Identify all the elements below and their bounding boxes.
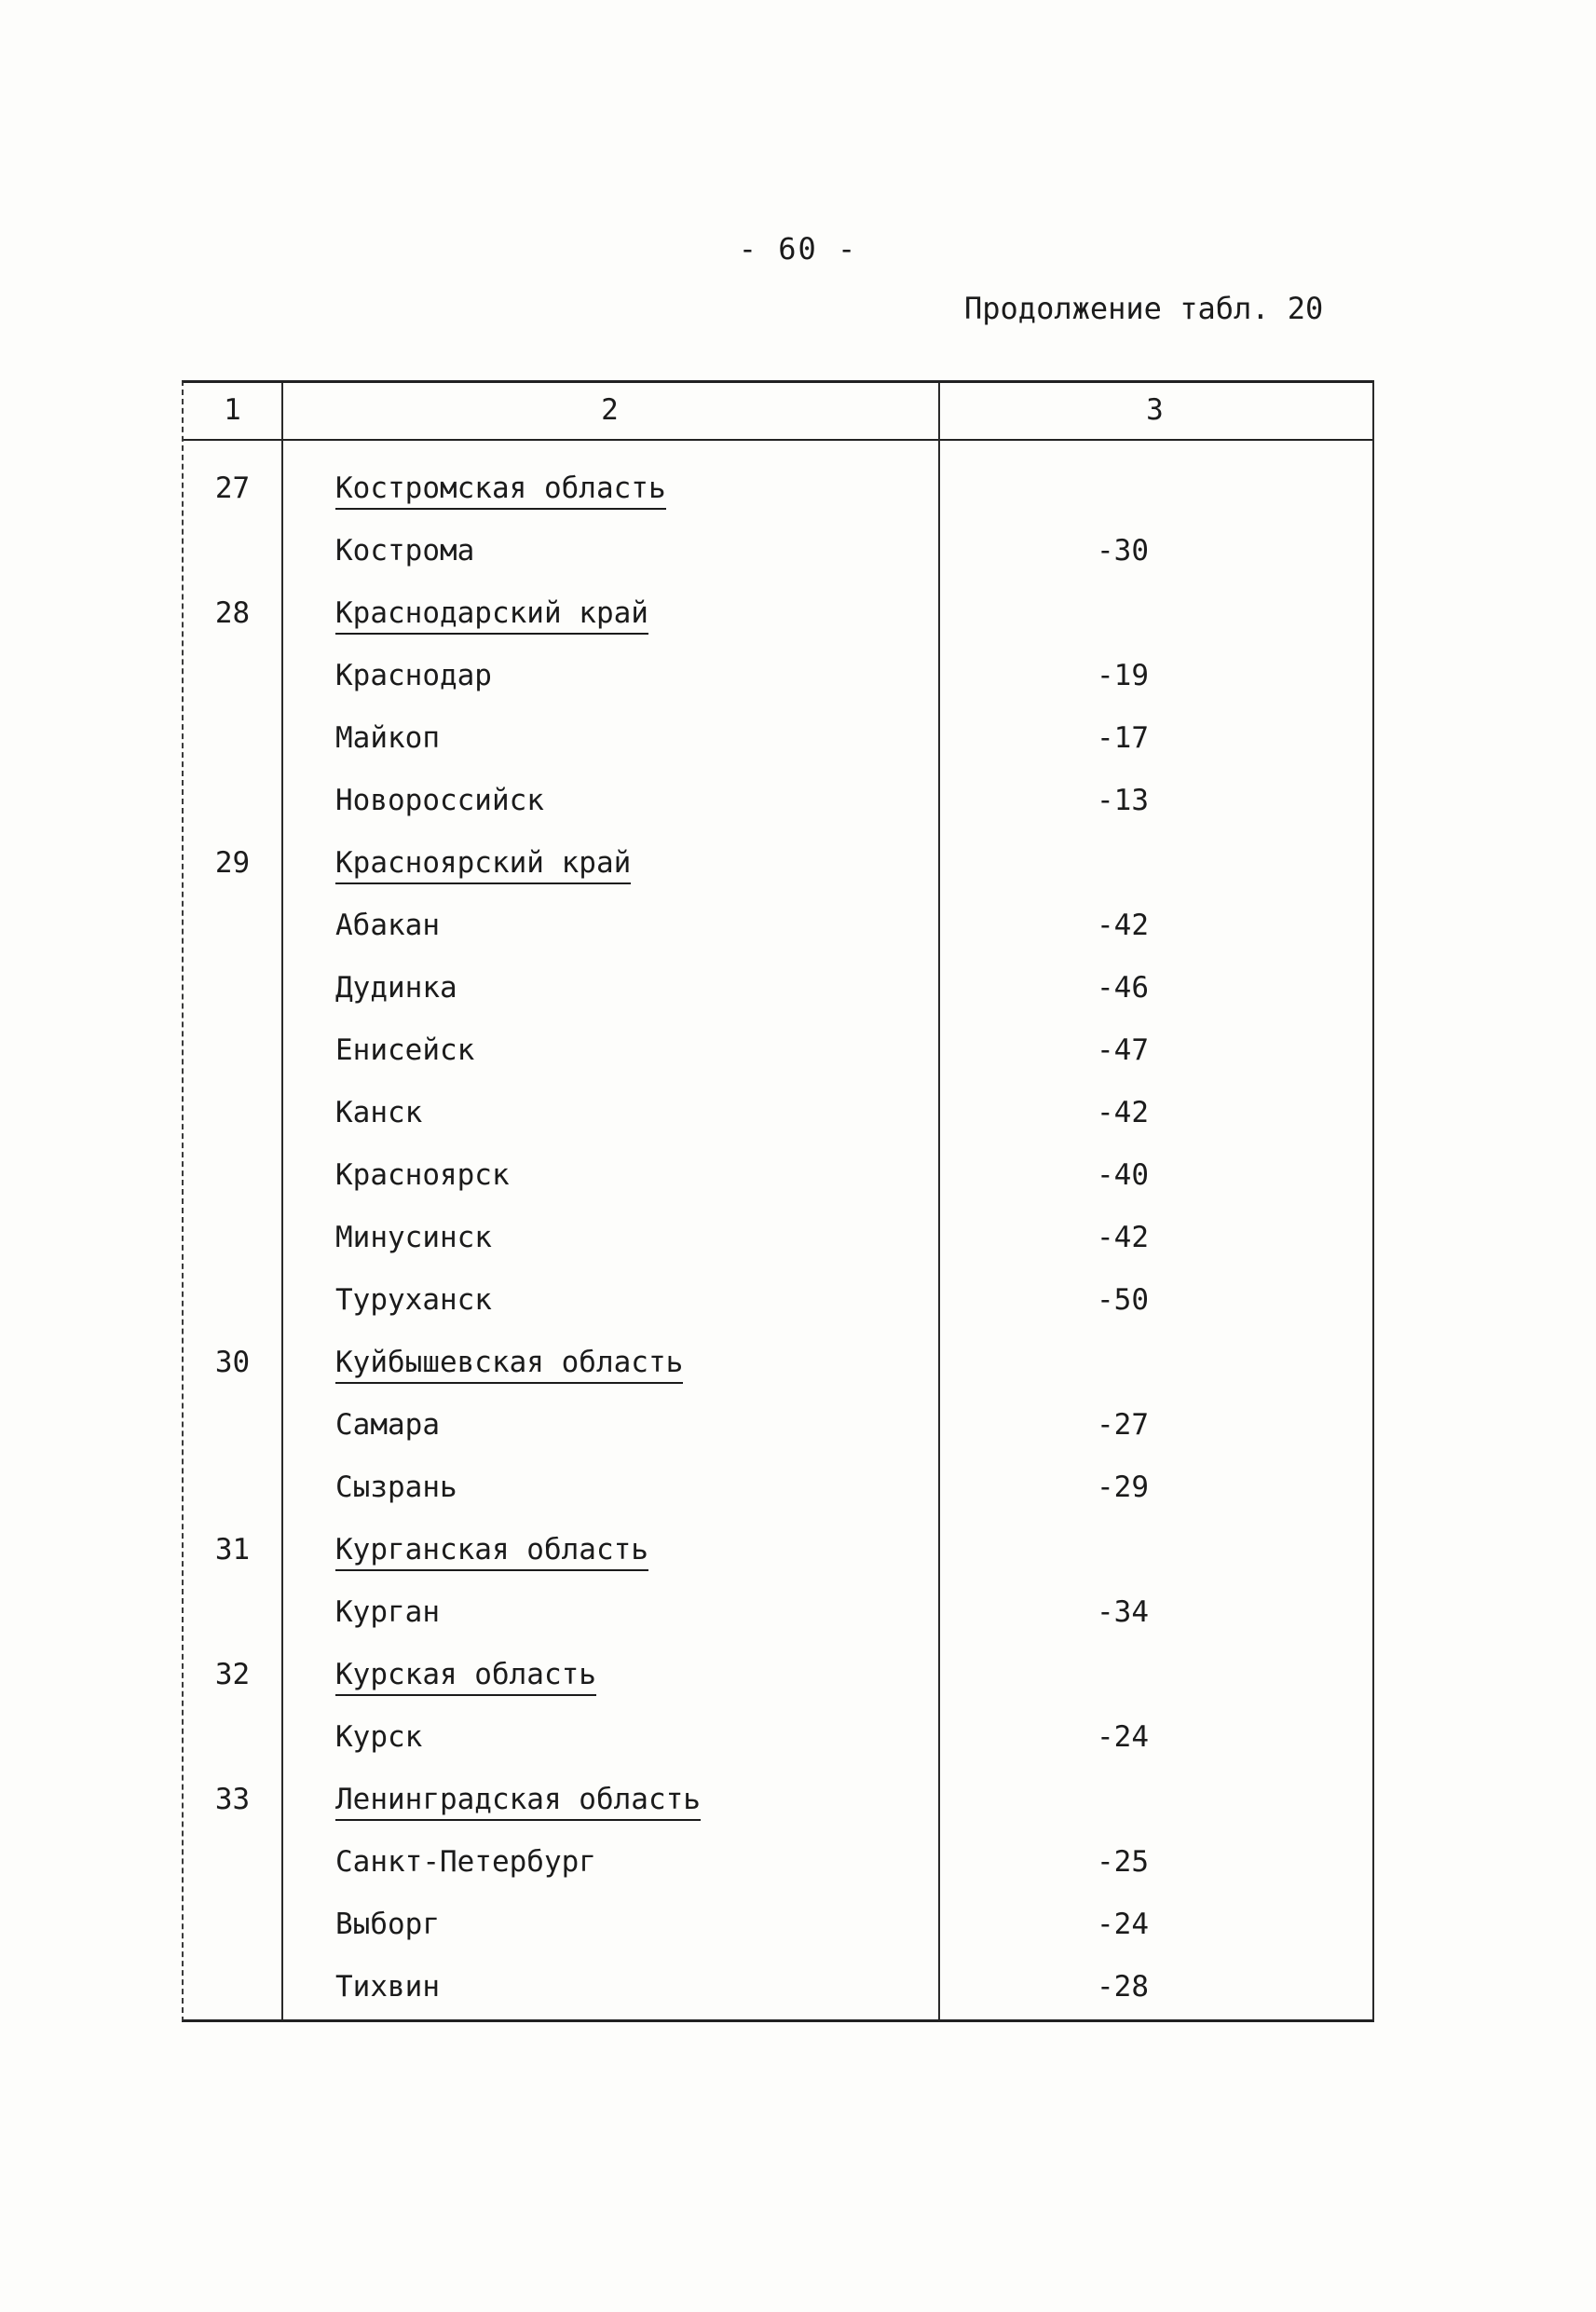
region-or-city-name: Майкоп <box>335 721 440 755</box>
value <box>938 832 1371 895</box>
row-number: 31 <box>214 1533 251 1566</box>
table-row <box>184 458 1372 520</box>
region-or-city-name: Курская область <box>335 1658 596 1696</box>
name-cell <box>281 645 938 707</box>
region-or-city-name: Минусинск <box>335 1221 492 1254</box>
value <box>938 1332 1371 1394</box>
value: -40 <box>1097 1158 1149 1192</box>
name-cell <box>281 1144 938 1207</box>
name-cell <box>281 1019 938 1082</box>
row-number <box>184 1956 281 2018</box>
table-row <box>184 1706 1372 1769</box>
table-row <box>184 1019 1372 1082</box>
name-cell <box>281 1207 938 1269</box>
row-number: 29 <box>214 846 251 880</box>
region-or-city-name: Тихвин <box>335 1970 440 2004</box>
region-or-city-name: Красноярский край <box>335 846 631 884</box>
region-or-city-name: Краснодар <box>335 659 492 692</box>
value <box>938 1769 1371 1831</box>
name-cell <box>281 1332 938 1394</box>
table-row <box>184 707 1372 770</box>
value <box>938 582 1371 645</box>
region-or-city-name: Ленинградская область <box>335 1783 701 1821</box>
name-cell <box>281 1519 938 1581</box>
table-row <box>184 1269 1372 1332</box>
name-cell <box>281 1394 938 1457</box>
value: -34 <box>1097 1595 1149 1629</box>
table-row <box>184 1519 1372 1581</box>
name-cell <box>281 707 938 770</box>
value: -42 <box>1097 1096 1149 1129</box>
column-header-3: 3 <box>1146 393 1164 427</box>
table-row <box>184 770 1372 832</box>
name-cell <box>281 1269 938 1332</box>
name-cell <box>281 582 938 645</box>
region-or-city-name: Курск <box>335 1720 423 1754</box>
row-number: 32 <box>214 1658 251 1691</box>
row-number <box>184 1457 281 1519</box>
table-row <box>184 1956 1372 2018</box>
row-number <box>184 770 281 832</box>
table-row <box>184 1894 1372 1956</box>
row-number: 28 <box>214 596 251 630</box>
value: -30 <box>1097 534 1149 568</box>
continuation-table <box>182 380 1374 2022</box>
name-cell <box>281 957 938 1019</box>
row-number: 30 <box>214 1346 251 1379</box>
name-cell <box>281 1644 938 1706</box>
region-or-city-name: Кострома <box>335 534 475 568</box>
row-number <box>184 1269 281 1332</box>
value: -13 <box>1097 784 1149 817</box>
row-number: 27 <box>214 472 251 505</box>
name-cell <box>281 1831 938 1894</box>
region-or-city-name: Выборг <box>335 1908 440 1941</box>
column-header-1: 1 <box>224 393 241 427</box>
row-number <box>184 1706 281 1769</box>
row-number <box>184 1394 281 1457</box>
name-cell <box>281 1956 938 2018</box>
column-header-2: 2 <box>601 393 619 427</box>
region-or-city-name: Енисейск <box>335 1033 475 1067</box>
row-number <box>184 1831 281 1894</box>
table-row <box>184 1394 1372 1457</box>
region-or-city-name: Туруханск <box>335 1283 492 1317</box>
table-row <box>184 1332 1372 1394</box>
table-row <box>184 582 1372 645</box>
name-cell <box>281 458 938 520</box>
value: -27 <box>1097 1408 1149 1442</box>
table-row <box>184 1769 1372 1831</box>
table-row <box>184 1831 1372 1894</box>
name-cell <box>281 1706 938 1769</box>
name-cell <box>281 1457 938 1519</box>
table-row <box>184 1082 1372 1144</box>
row-number <box>184 1082 281 1144</box>
region-or-city-name: Санкт-Петербург <box>335 1845 596 1879</box>
table-caption: Продолжение табл. 20 <box>964 291 1324 326</box>
region-or-city-name: Абакан <box>335 909 440 942</box>
name-cell <box>281 1082 938 1144</box>
table-row <box>184 520 1372 582</box>
value: -28 <box>1097 1970 1149 2004</box>
table-row <box>184 895 1372 957</box>
name-cell <box>281 520 938 582</box>
region-or-city-name: Сызрань <box>335 1471 457 1504</box>
row-number <box>184 1144 281 1207</box>
table-row <box>184 1207 1372 1269</box>
name-cell <box>281 770 938 832</box>
region-or-city-name: Краснодарский край <box>335 596 648 635</box>
value: -47 <box>1097 1033 1149 1067</box>
name-cell <box>281 1769 938 1831</box>
table-body <box>184 441 1372 2018</box>
row-number <box>184 645 281 707</box>
value <box>938 1519 1371 1581</box>
table-row <box>184 1457 1372 1519</box>
row-number <box>184 957 281 1019</box>
table-row <box>184 1581 1372 1644</box>
value: -46 <box>1097 971 1149 1005</box>
value: -19 <box>1097 659 1149 692</box>
value <box>938 1644 1371 1706</box>
value: -42 <box>1097 909 1149 942</box>
name-cell <box>281 895 938 957</box>
row-number <box>184 1207 281 1269</box>
table-row <box>184 1144 1372 1207</box>
region-or-city-name: Курган <box>335 1595 440 1629</box>
table-row <box>184 1644 1372 1706</box>
value <box>938 458 1371 520</box>
region-or-city-name: Канск <box>335 1096 423 1129</box>
value: -29 <box>1097 1471 1149 1504</box>
value: -24 <box>1097 1720 1149 1754</box>
name-cell <box>281 832 938 895</box>
region-or-city-name: Красноярск <box>335 1158 510 1192</box>
value: -17 <box>1097 721 1149 755</box>
value: -25 <box>1097 1845 1149 1879</box>
region-or-city-name: Костромская область <box>335 472 666 510</box>
row-number <box>184 1894 281 1956</box>
value: -42 <box>1097 1221 1149 1254</box>
row-number <box>184 520 281 582</box>
row-number: 33 <box>214 1783 251 1816</box>
name-cell <box>281 1894 938 1956</box>
region-or-city-name: Куйбышевская область <box>335 1346 683 1384</box>
row-number <box>184 1581 281 1644</box>
region-or-city-name: Дудинка <box>335 971 457 1005</box>
page-number: - 60 - <box>738 231 858 267</box>
value: -24 <box>1097 1908 1149 1941</box>
value: -50 <box>1097 1283 1149 1317</box>
region-or-city-name: Самара <box>335 1408 440 1442</box>
row-number <box>184 1019 281 1082</box>
table-header-row <box>184 383 1372 441</box>
row-number <box>184 895 281 957</box>
name-cell <box>281 1581 938 1644</box>
row-number <box>184 707 281 770</box>
table-row <box>184 645 1372 707</box>
table-row <box>184 832 1372 895</box>
table-row <box>184 957 1372 1019</box>
region-or-city-name: Курганская область <box>335 1533 648 1571</box>
region-or-city-name: Новороссийск <box>335 784 544 817</box>
